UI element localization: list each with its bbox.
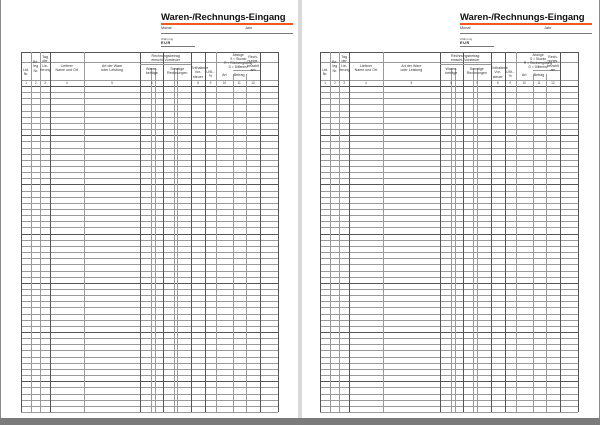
currency-line xyxy=(460,46,494,47)
table-column-line xyxy=(560,52,561,412)
table-row-line xyxy=(320,338,578,339)
table-column-line xyxy=(440,52,441,412)
table-row-line xyxy=(320,98,578,99)
currency-value: EUR xyxy=(161,41,171,45)
header-bottom-border xyxy=(320,86,578,87)
table-row-line xyxy=(21,209,278,210)
column-number-6: 6 xyxy=(450,81,453,85)
table-row-line xyxy=(320,197,578,198)
table-row-line xyxy=(320,277,578,278)
column-number-3: 3 xyxy=(343,81,345,85)
table-row-line xyxy=(320,111,578,112)
right-page xyxy=(302,0,599,418)
table-row-line xyxy=(21,258,278,259)
table-row-line xyxy=(320,326,578,327)
table-row-line xyxy=(320,344,578,345)
column-number-7: 7 xyxy=(475,81,478,85)
table-row-line xyxy=(21,197,278,198)
column-number-6: 6 xyxy=(150,81,153,85)
table-row-line xyxy=(320,221,578,222)
column-number-10: 10 xyxy=(222,81,227,85)
column-number-5: 5 xyxy=(410,81,413,85)
entry-table xyxy=(21,52,278,414)
page-bottom-edge xyxy=(0,418,600,425)
table-row-line xyxy=(320,301,578,302)
table-row-line xyxy=(320,117,578,118)
table-row-line xyxy=(320,92,578,93)
column-number-11: 11 xyxy=(537,81,541,85)
table-column-line xyxy=(505,52,506,412)
table-row-line xyxy=(320,203,578,204)
table-row-line xyxy=(320,184,578,185)
table-row-line xyxy=(320,314,578,315)
table-row-line xyxy=(21,264,278,265)
amount-group-header: Rechnungsbetrag einschl. Vorsteuer xyxy=(450,54,480,63)
table-row-line xyxy=(21,277,278,278)
table-row-line xyxy=(320,172,578,173)
table-row-line xyxy=(320,400,578,401)
table-row-line xyxy=(21,160,278,161)
group-header-line xyxy=(140,64,191,65)
table-row-line xyxy=(320,264,578,265)
table-column-line xyxy=(177,68,178,412)
table-row-line xyxy=(320,160,578,161)
table-row-line xyxy=(21,412,278,413)
page-title: Waren-/Rechnungs-Eingang xyxy=(161,12,286,23)
table-column-line xyxy=(463,52,464,412)
table-row-line xyxy=(320,369,578,370)
table-row-line xyxy=(21,215,278,216)
table-row-line xyxy=(320,271,578,272)
table-row-line xyxy=(21,381,278,382)
table-row-line xyxy=(21,240,278,241)
table-row-line xyxy=(320,234,578,235)
table-row-line xyxy=(320,123,578,124)
table-row-line xyxy=(21,295,278,296)
column-number-12: 12 xyxy=(551,81,555,85)
month-year-line xyxy=(161,33,293,34)
column-number-5: 5 xyxy=(111,81,113,85)
left-page xyxy=(1,0,298,418)
table-row-line xyxy=(21,387,278,388)
table-column-line xyxy=(84,52,85,412)
table-row-line xyxy=(21,166,278,167)
column-number-1: 1 xyxy=(25,81,27,85)
table-column-line xyxy=(349,52,350,412)
table-row-line xyxy=(21,357,278,358)
column-header-11: Betrag xyxy=(533,73,545,77)
table-row-line xyxy=(21,252,278,253)
table-row-line xyxy=(320,387,578,388)
amount-group-header: Rechnungsbetrag einschl. Vorsteuer xyxy=(151,54,180,63)
table-column-line xyxy=(205,52,206,412)
table-column-line xyxy=(320,52,321,412)
table-column-line xyxy=(31,52,32,412)
column-number-3: 3 xyxy=(44,81,46,85)
table-row-line xyxy=(320,320,578,321)
column-header-6: Waren- beträge xyxy=(445,67,458,76)
table-row-line xyxy=(21,246,278,247)
table-row-line xyxy=(320,209,578,210)
table-row-line xyxy=(21,369,278,370)
table-row-line xyxy=(320,350,578,351)
table-column-line xyxy=(191,52,192,412)
table-column-line xyxy=(260,52,261,412)
column-header-7: Sonstige Rechnungen xyxy=(167,67,188,76)
table-column-line xyxy=(163,52,164,412)
column-header-9: USt.- % xyxy=(206,70,215,79)
column-number-12: 12 xyxy=(251,81,255,85)
table-row-line xyxy=(320,394,578,395)
column-header-5: Art der Ware oder Leistung xyxy=(400,64,423,73)
column-number-9: 9 xyxy=(509,81,512,85)
deductions-group-header: Abzüge S = Skonto R = Rückvergütung D = Differenz xyxy=(523,53,553,69)
table-column-line xyxy=(278,52,279,412)
table-column-line xyxy=(216,52,217,412)
column-number-7: 7 xyxy=(176,81,179,85)
table-column-line xyxy=(383,52,384,412)
column-number-10: 10 xyxy=(522,81,526,85)
table-column-line xyxy=(533,74,534,412)
table-row-line xyxy=(320,104,578,105)
table-row-line xyxy=(320,406,578,407)
entry-table xyxy=(320,52,578,414)
table-column-line xyxy=(155,68,156,412)
table-row-line xyxy=(21,320,278,321)
table-row-line xyxy=(21,271,278,272)
table-row-line xyxy=(21,400,278,401)
table-row-line xyxy=(21,375,278,376)
table-row-line xyxy=(320,381,578,382)
column-header-12: Rech- nungs- bezahlt am xyxy=(547,55,559,73)
table-row-line xyxy=(320,295,578,296)
table-row-line xyxy=(320,357,578,358)
column-number-4: 4 xyxy=(65,81,68,85)
table-column-line xyxy=(151,68,152,412)
currency-line xyxy=(161,46,195,47)
table-row-line xyxy=(21,234,278,235)
table-column-line xyxy=(140,52,141,412)
table-row-line xyxy=(21,326,278,327)
table-column-line xyxy=(491,52,492,412)
column-number-1: 1 xyxy=(324,81,326,85)
table-row-line xyxy=(320,363,578,364)
table-row-line xyxy=(21,184,278,185)
table-column-line xyxy=(21,52,22,412)
table-row-line xyxy=(320,283,578,284)
table-row-line xyxy=(21,344,278,345)
table-row-line xyxy=(21,307,278,308)
column-number-2: 2 xyxy=(333,81,336,85)
book-gutter xyxy=(298,0,302,418)
table-row-line xyxy=(320,178,578,179)
table-row-line xyxy=(21,332,278,333)
currency-value: EUR xyxy=(460,41,470,45)
table-row-line xyxy=(320,258,578,259)
column-header-6: Waren- beträge xyxy=(145,67,158,76)
table-column-line xyxy=(473,68,474,412)
table-column-line xyxy=(40,52,41,412)
table-row-line xyxy=(21,289,278,290)
column-header-5: Art der Ware oder Leistung xyxy=(101,64,123,73)
table-row-line xyxy=(21,203,278,204)
month-label: Monat xyxy=(161,26,172,30)
table-row-line xyxy=(21,172,278,173)
table-row-line xyxy=(320,307,578,308)
table-row-line xyxy=(21,148,278,149)
table-row-line xyxy=(320,252,578,253)
year-label: Jahr xyxy=(544,26,552,30)
table-row-line xyxy=(21,350,278,351)
table-row-line xyxy=(21,394,278,395)
table-column-line xyxy=(233,74,234,412)
table-row-line xyxy=(21,363,278,364)
column-header-7: Sonstige Rechnungen xyxy=(466,67,488,76)
table-row-line xyxy=(21,338,278,339)
group-header-line xyxy=(440,64,491,65)
month-label: Monat xyxy=(460,26,471,30)
table-row-line xyxy=(320,246,578,247)
header-bottom-border xyxy=(21,86,278,87)
table-column-line xyxy=(451,68,452,412)
column-header-11: Betrag xyxy=(233,73,245,77)
column-header-4: Lieferer Name und Ort xyxy=(55,64,79,73)
table-column-line xyxy=(174,68,175,412)
table-column-line xyxy=(546,74,547,412)
column-header-3: Tag der Lie- ferung xyxy=(339,55,350,73)
table-row-line xyxy=(320,154,578,155)
column-number-4: 4 xyxy=(365,81,367,85)
table-row-line xyxy=(320,227,578,228)
column-number-2: 2 xyxy=(34,81,37,85)
table-column-line xyxy=(455,68,456,412)
title-accent-bar xyxy=(460,23,592,25)
table-row-line xyxy=(21,154,278,155)
table-row-line xyxy=(21,98,278,99)
table-row-line xyxy=(21,406,278,407)
column-number-8: 8 xyxy=(197,81,199,85)
table-column-line xyxy=(339,52,340,412)
deductions-group-header: Abzüge S = Skonto R = Rückvergütung D = Differenz xyxy=(224,53,253,69)
table-row-line xyxy=(21,221,278,222)
table-row-line xyxy=(320,240,578,241)
column-header-8: Enthaltene Vor- steuer xyxy=(490,66,508,79)
column-header-3: Tag der Lie- ferung xyxy=(40,55,51,73)
table-column-line xyxy=(477,68,478,412)
table-row-line xyxy=(21,191,278,192)
table-row-line xyxy=(320,332,578,333)
column-header-8: Enthaltene Vor- steuer xyxy=(191,66,209,79)
column-header-2: Be- leg Nr. xyxy=(332,60,338,73)
column-number-8: 8 xyxy=(496,81,499,85)
column-header-4: Lieferer Name und Ort xyxy=(354,64,378,73)
table-row-line xyxy=(21,135,278,136)
column-header-10: Art xyxy=(521,73,527,77)
table-row-line xyxy=(21,141,278,142)
table-row-line xyxy=(21,301,278,302)
table-row-line xyxy=(320,375,578,376)
page-title: Waren-/Rechnungs-Eingang xyxy=(460,12,585,23)
table-row-line xyxy=(21,178,278,179)
table-row-line xyxy=(320,412,578,413)
table-row-line xyxy=(21,129,278,130)
column-header-1: Lfd. Nr. xyxy=(23,68,30,77)
table-row-line xyxy=(21,111,278,112)
table-column-line xyxy=(330,52,331,412)
column-header-9: USt.- % xyxy=(506,70,515,79)
table-row-line xyxy=(21,104,278,105)
table-row-line xyxy=(320,141,578,142)
table-row-line xyxy=(320,148,578,149)
table-row-line xyxy=(21,92,278,93)
table-row-line xyxy=(21,283,278,284)
column-header-10: Art xyxy=(222,73,227,77)
table-row-line xyxy=(320,129,578,130)
column-header-1: Lfd. Nr. xyxy=(322,68,329,77)
table-row-line xyxy=(21,117,278,118)
table-row-line xyxy=(320,135,578,136)
title-accent-bar xyxy=(161,23,293,25)
table-column-line xyxy=(516,52,517,412)
table-column-line xyxy=(246,74,247,412)
table-column-line xyxy=(50,52,51,412)
table-row-line xyxy=(21,123,278,124)
column-number-11: 11 xyxy=(237,81,241,85)
table-column-line xyxy=(578,52,579,412)
column-header-12: Rech- nungs- bezahlt am xyxy=(247,55,259,73)
table-row-line xyxy=(21,227,278,228)
table-row-line xyxy=(320,166,578,167)
table-row-line xyxy=(320,191,578,192)
table-row-line xyxy=(320,289,578,290)
month-year-line xyxy=(460,33,592,34)
column-number-9: 9 xyxy=(209,81,212,85)
currency-label: Währung xyxy=(161,37,174,41)
column-header-2: Be- leg Nr. xyxy=(32,60,39,73)
year-label: Jahr xyxy=(245,26,253,30)
table-row-line xyxy=(21,314,278,315)
table-row-line xyxy=(320,215,578,216)
currency-label: Währung xyxy=(460,37,473,41)
